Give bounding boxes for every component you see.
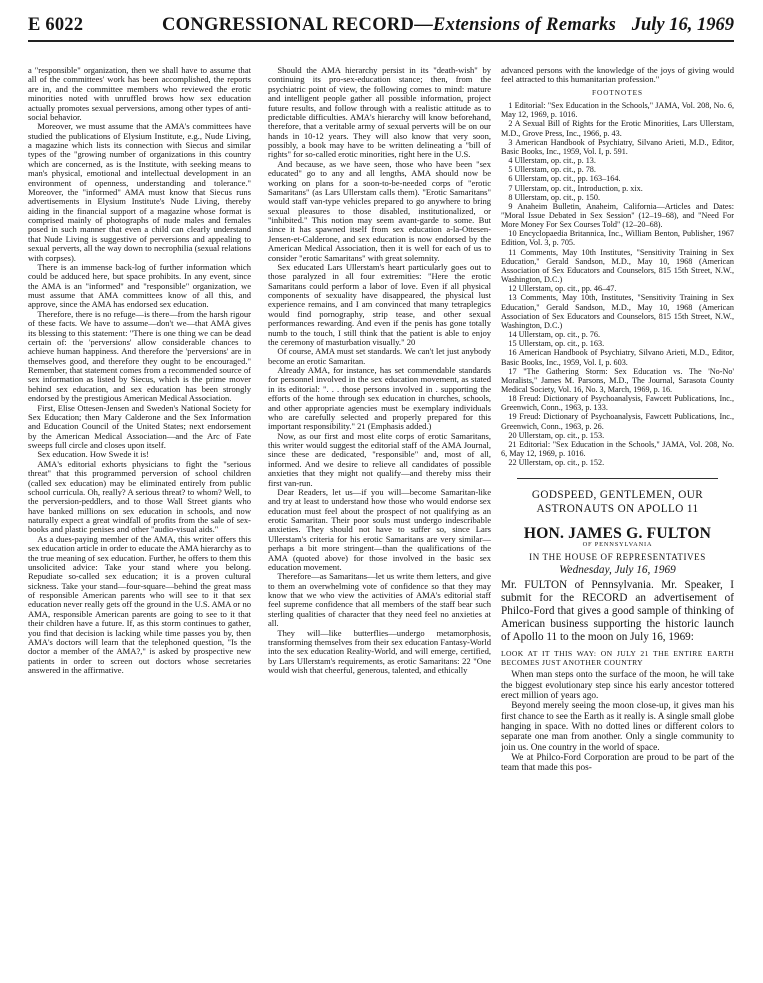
- speaker-name: HON. JAMES G. FULTON: [523, 524, 712, 542]
- body-paragraph: Therefore, there is no refuge—is there—from the harsh rigour of these facts. We have to assume—don't we—that AMA gives its blessing to this statement: "There is one thing we can be dead certain of: the 'perversions' allow considerable chances to achieve human happiness. And therefore the 'perversions' are in themselves good, and therefore they ought to be encouraged." Remember, that statement comes from a recommended source of sex information as listed by Siecus, which is the prime mover behind sex education, and sex education has been strongly endorsed by the prestigious American Medical Association.: [28, 308, 251, 404]
- footnote: 5 Ullerstam, op. cit., p. 78.: [508, 165, 596, 175]
- publication-title-main: CONGRESSIONAL RECORD: [162, 15, 415, 35]
- body-paragraph: Of course, AMA must set standards. We can't let just anybody become an erotic Samaritan.: [268, 346, 491, 366]
- insert-body: [501, 670, 734, 773]
- footnote: 10 Encyclopaedia Britannica, Inc., William Benton, Publisher, 1967 Edition, Vol. 3, p. 705.: [501, 229, 734, 248]
- header-rule: [28, 40, 734, 42]
- footnote: 21 Editorial: "Sex Education in the Schools," JAMA, Vol. 208, No. 6, May 12, 1969, p. 1016.: [501, 439, 734, 459]
- speech-date: Wednesday, July 16, 1969: [559, 563, 676, 576]
- footnote: 8 Ullerstam, op. cit., p. 150.: [508, 192, 601, 202]
- footnote: 14 Ullerstam, op. cit., p. 76.: [508, 330, 601, 340]
- footnote: 13 Comments, May 10th, Institutes, "Sensitivity Training in Sex Education," Gerald Sandson, M.D., May 10, 1968 (American Association of Sex Educators and Counselors, 815 15th Street, N.W., Washington, D.C.): [501, 293, 734, 330]
- body-paragraph: Now, as our first and most elite corps of erotic Samaritans, this writer would suggest the editorial staff of the AMA Journal, since these are dedicated, "responsible" and, most of all, informed. And we desire to relieve all candidates of possible anxieties that they might not qualify—and thereby miss their first van-run.: [268, 430, 491, 488]
- body-paragraph: Moreover, we must assume that the AMA's committees have studied the publications of Elysium Institute, e.g., Nude Living, a magazine which lists its connection with Siecus and similar types of the "growing number of organizations in this country which are concerned, as is the Institute, with seeking means to man's physical, emotional and intellectual development in an environment of openness, understanding and tolerance." Moreover, the "informed" AMA must know that Siecus runs advertisements in Elysium Institute's Nude Living, thereby aiding in the financial support of a magazine whose format is comprised mainly of photographs of nude males and females posed in such manner that even a child can clearly understand that Nude Living is suggestive of perversions and appealing to sexual perverts, all the way down to necrophilia (sexual relations with corpses).: [28, 121, 251, 263]
- footnote: 3 American Handbook of Psychiatry, Silvano Arieti, M.D., Editor, Basic Books, Inc., 1959, Vol. I, p. 591.: [501, 137, 734, 156]
- column-middle: [268, 66, 491, 972]
- body-paragraph: They will—like butterflies—undergo metamorphosis, transforming themselves from their sex education Fantasy-World into the sex education Reality-World, and will emerge, certified, by Lars Ullerstam's requirements, as erotic Samaritans: 22 "One would wish that cheerful, generous, talented, and ethically: [268, 627, 491, 675]
- footnote: 2 A Sexual Bill of Rights for the Erotic Minorities, Lars Ullerstam, M.D., Grove Press, Inc., 1966, p. 43.: [501, 119, 734, 138]
- page-number: E 6022: [28, 15, 84, 35]
- footnote: 19 Freud: Dictionary of Psychoanalysis, Fawcett Publications, Inc., Greenwich, Conn., 1963, p. 26.: [501, 412, 734, 431]
- body-paragraph: Sex education. How Swede it is!: [37, 449, 149, 460]
- footnote: 16 American Handbook of Psychiatry, Silvano Arieti, M.D., Editor, Basic Books, Inc., 1959, Vol. I, p. 603.: [501, 348, 734, 367]
- body-paragraph: a "responsible" organization, then we shall have to assume that all of the committees' work has been accomplished, the reports are in, and the committee members who reviewed the erotic minorities noted with unruffled brows how sex education actually promotes sexual perversions, among other types of anti-social behavior.: [28, 66, 251, 122]
- column-right: [501, 66, 734, 972]
- footnotes-list: [501, 101, 734, 467]
- continued-paragraph: advanced persons with the knowledge of the joys of giving would feel attracted to this humanitarian profession.": [501, 66, 734, 85]
- body-paragraph: First, Elise Ottesen-Jensen and Sweden's National Society for Sex Education; then Mary Calderone and the Sex Information and Education Council of the United States; next endorsement by the American Medical Association—and the Arc of Fate sweeps full circle and closes upon itself.: [28, 402, 251, 450]
- footnote: 17 "The Gathering Storm: Sex Education vs. The 'No-No' Moralists," James M. Parsons, M.D., The Journal, Sarasota County Medical Society, Vol. 16, No. 3, March, 1969, p. 16.: [501, 366, 734, 394]
- body-paragraph: And because, as we have seen, those who have been "sex educated" go to any and all lengths, AMA should now be working on plans for a soon-to-be-needed corps of "erotic Samaritans" (as Lars Ullerstam calls them). "Erotic Samaritans" would staff van-type vehicles prepared to go anywhere to bring sexual pleasures to those disabled, institutionalized, or "inhibited." This notion may seem avant-garde to some. But since it has spawned itself from sex education a-la-Ottesen-Jensen-et-Calderone, and sex education is now endorsed by the American Medical Association, then it is well for each of us to consider "erotic Samaritans" with great solemnity.: [268, 158, 491, 263]
- page-header: [28, 15, 734, 37]
- body-paragraph: Already AMA, for instance, has set commendable standards for personnel involved in the sex education movement, as stated in its editorial: ". . . those persons involved in . supporting the efforts of the home through sex education in churches, schools, and other appropriate agencies must be exemplary individuals who are carefully selected and properly prepared for this important responsibility." 21 (Emphasis added.): [268, 365, 491, 432]
- speech-lead-paragraph: Mr. FULTON of Pennsylvania. Mr. Speaker, I submit for the RECORD an advertisement of Philco-Ford that gives a good sample of thinking of American business supporting the historic launch of Apollo 11 to the moon on July 16, 1969:: [501, 579, 734, 644]
- insert-paragraph: When man steps onto the surface of the moon, he will take the biggest evolutionary step since his early ancestor tottered erect million of years ago.: [501, 670, 734, 702]
- footnote: 18 Freud: Dictionary of Psychoanalysis, Fawcett Publications, Inc., Greenwich, Conn., 1963, p. 133.: [501, 394, 734, 413]
- body-paragraph: There is an immense back-log of further information which could be adduced here, but space prohibits. In any event, since the AMA is an "informed" and "responsible" organization, we must assume that AMA committees know of all this, and approve, since the AMA has endorsed sex education.: [28, 261, 251, 310]
- footnote: 4 Ullerstam, op. cit., p. 13.: [508, 156, 596, 166]
- body-paragraph: Dear Readers, let us—if you will—become Samaritan-like and try at least to understand how those who would endorse sex education must feel about the prospect of not qualifying as an erotic Samaritan. Their poor souls must undergo indescribable anxieties. They should not have to suffer so, since Lars Ullerstam's criteria for his erotic Samaritans are very similar—perhaps a bit more stringent—than the qualifications of the AMA (quoted above) for those involved in the basic sex education movement.: [268, 486, 491, 572]
- body-paragraph: Therefore—as Samaritans—let us write them letters, and give to them an overwhelming vote of confidence so that they may know that we who view the activities of AMA's editorial staff feel supreme confidence that all members of the staff bear such sterling qualities of character that they need feel no anxieties at all.: [268, 571, 491, 629]
- footnote: 22 Ullerstam, op. cit., p. 152.: [508, 458, 605, 468]
- footnote: 7 Ullerstam, op. cit., Introduction, p. xix.: [508, 183, 643, 193]
- title-separator: —: [414, 15, 434, 35]
- footnote: 12 Ullerstam, op. cit., pp. 46–47.: [508, 284, 617, 294]
- footnote: 1 Editorial: "Sex Education in the Schools," JAMA, Vol. 208, No. 6, May 12, 1969, p. 1016.: [501, 101, 734, 120]
- insert-paragraph: Beyond merely seeing the moon close-up, it gives man his first chance to see the Earth as it really is. A single small globe hanging in space. With no dotted lines or different colors to separate one man from another. Only a single community to join us. One country in the world of space.: [501, 701, 734, 753]
- body-paragraph: Sex educated Lars Ullerstam's heart particularly goes out to those paralyzed in all four extremities: "Here the erotic Samaritans could perform a labor of love. Even if all physical components of sexuality have disappeared, the physical lust experience remains, and I am convinced that many tetraplegics would find pornography, strip tease, and other sexual performances rewarding. And even if the penis has gone totally numb to the touch, I still think that the patient is able to enjoy the ceremony of masturbation visually." 20: [268, 261, 491, 347]
- footnote: 6 Ullerstam, op. cit., pp. 163–164.: [508, 174, 621, 184]
- section-separator: [517, 478, 718, 479]
- footnote: 11 Comments, May 10th Institutes, "Sensitivity Training in Sex Education," Gerald Sandson, M.D., May 10, 1968 (American Association of Sex Educators and Counselors, 815 15th Street, N.W., Washington, D.C.): [501, 247, 734, 285]
- footnote: 20 Ullerstam, op. cit., p. 153.: [508, 430, 605, 440]
- footnote: 15 Ullerstam, op. cit., p. 163.: [508, 339, 605, 349]
- issue-date: July 16, 1969: [631, 15, 734, 35]
- body-paragraph: As a dues-paying member of the AMA, this writer offers this sex education article in order to educate the AMA hierarchy as to the true meaning of sex education. Further, he offers to them this unsolicited advice: Take your stand where you belong. Repudiate so-called sex education; it is a proven cultural sickness. Take your stand—four-square—behind the great mass of responsible American parents who will see to it that sex education never really gets off the ground in the U.S. AMA or no AMA, responsible American parents are going to see to it that their children have a future. If, as this storm continues to gather, you find that decision is lacking while time passes you by, then AMA's doctors will learn that the telephoned question, "Is the doctor a member of the AMA?," is asked by prospective new patients in order to screen out doctors whose secretaries answered in the affirmative.: [28, 533, 251, 675]
- speech-title: GODSPEED, GENTLEMEN, OUR ASTRONAUTS ON APOLLO 11: [531, 489, 704, 515]
- insert-heading: LOOK AT IT THIS WAY: ON JULY 21 THE ENTIRE EARTH BECOMES JUST ANOTHER COUNTRY: [501, 649, 734, 668]
- footnote: 9 Anaheim Bulletin, Anaheim, California—Articles and Dates: "Moral Issue Debated in Sex Session" (12–19–68), and "Need For More Money For Sex Courses Told" (12–20–68).: [501, 201, 734, 230]
- column-left: [28, 66, 251, 972]
- insert-paragraph: We at Philco-Ford Corporation are proud to be part of the team that made this pos-: [501, 752, 734, 774]
- publication-title: [162, 15, 616, 36]
- body-paragraph: AMA's editorial exhorts physicians to fight the "serious threat" that this programmed perversion of school children (called sex education) may be eliminated entirely from public school curricula. Oh, really? A serious threat? to whom? Well, to the perversion-peddlers, and to those Wall Street giants who have banked millions on sex education in schools, and now naturally expect a great windfall of profits from the sale of sex-books and plastic penises and other "audio-visual aids.": [28, 458, 251, 535]
- body-paragraph: Should the AMA hierarchy persist in its "death-wish" by continuing its pro-sex-education stance; then, from the psychiatric point of view, the following comes to mind: mature and intelligent people gather all possible information, project future results, and follow through with a realistic attitude as to predictable difficulties. AMA's hierarchy will know beforehand, therefore, that a veritable army of sexual perverts will be on our hands in 10-12 years. They will also know that very soon, possibly, a book may have to be written delineating a "bill of rights" for so-called erotic minorities, right here in the U.S.: [268, 66, 491, 160]
- speaker-state: OF PENNSYLVANIA: [582, 540, 653, 548]
- chamber-line: IN THE HOUSE OF REPRESENTATIVES: [529, 552, 706, 563]
- publication-subtitle: Extensions of Remarks: [433, 15, 617, 35]
- footnotes-heading: FOOTNOTES: [592, 88, 643, 97]
